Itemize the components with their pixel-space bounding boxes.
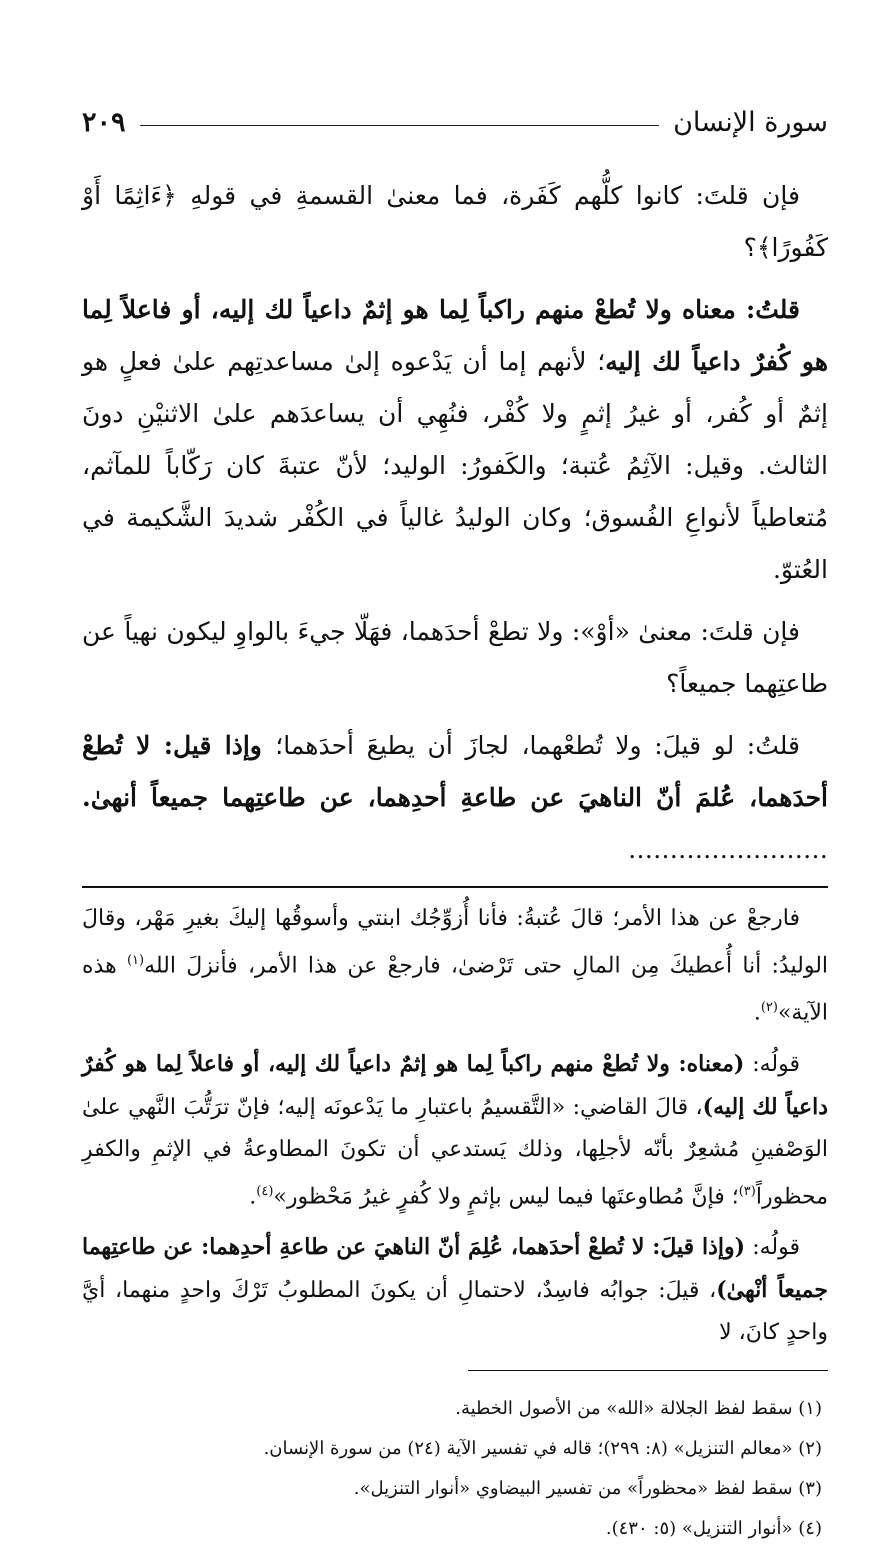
main-paragraph-answer-1 (82, 284, 828, 596)
c2-text: ، قالَ القاضي: «التَّقسيمُ باعتبارِ ما يَدْعونَه إليه؛ فإنّ ترَتُّبَ النَّهي علىٰ الوَصْفينِ مُشعِرٌ بأنّه لأجلِها، وذلك يَستدعي أن تكونَ المطاوعةُ في الإثمِ والكفرِ محظوراً (82, 1094, 828, 1209)
main-paragraph-answer-2 (82, 720, 828, 876)
document-page (82, 100, 828, 1549)
page-number: ٢٠٩ (82, 106, 126, 138)
c2-lead: قولُه: (744, 1051, 800, 1077)
page-header (82, 100, 828, 144)
main-p1-text: فإن قلتَ: كانوا كلُّهم كَفَرة، فما معنىٰ القسمةِ في قولهِ ﴿ءَاثِمًا أَوْ كَفُورًا﴾؟ (82, 181, 828, 262)
commentary-paragraph-3 (82, 1226, 828, 1354)
surah-title: سورة الإنسان (673, 106, 828, 138)
main-paragraph-question-2 (82, 606, 828, 710)
footnote-ref-3[interactable]: (٣) (738, 1183, 756, 1199)
footnote-ref-4[interactable]: (٤) (256, 1183, 274, 1199)
main-text (82, 170, 828, 876)
main-p2-bold: قلتُ: معناه ولا تُطعْ منهم راكباً لِما هو إثمٌ داعياً لك إليه، أو فاعلاً لِما هو كُفرٌ داعياً لك إليه (82, 295, 829, 376)
footnote-3: (٣) سقط لفظ «محظوراً» من تفسير البيضاوي «أنوار التنزيل». (353, 1477, 822, 1499)
footnote-2: (٢) «معالم التنزيل» (٨: ٢٩٩)؛ قاله في تفسير الآية (٢٤) من سورة الإنسان. (263, 1437, 822, 1459)
c3-bold: (وإذا قيلَ: لا تُطعْ أحدَهما، عُلِمَ أنّ الناهيَ عن طاعةِ أحدِهما: عن طاعتِهما جميعاً أنْهىٰ) (82, 1233, 828, 1303)
c3-text: ، قيلَ: جوابُه فاسِدٌ، لاحتمالِ أن يكونَ المطلوبُ تَرْكَ واحدٍ منهما، أيَّ واحدٍ كانَ، لا (82, 1277, 828, 1345)
footnote-ref-2[interactable]: (٢) (760, 1000, 778, 1016)
section-divider (82, 886, 828, 888)
c1-text-2: هذه الآية» (82, 953, 828, 1026)
footnote-ref-1[interactable]: (١) (126, 953, 145, 968)
main-paragraph-question-1 (82, 170, 828, 274)
commentary-paragraph-2 (82, 1043, 828, 1218)
c2-bold: (معناه: ولا تُطعْ منهم راكباً لِما هو إثمٌ داعياً لك إليه، أو فاعلاً لِما هو كُفرٌ داعياً لك إليه) (82, 1050, 828, 1120)
main-p3-text: فإن قلتَ: معنىٰ «أوْ»: ولا تطعْ أحدَهما، فهَلّا جيءَ بالواوِ ليكون نهياً عن طاعتِهما جميعاً؟ (82, 617, 828, 698)
c3-lead: قولُه: (745, 1234, 800, 1260)
main-p4-text: قلتُ: لو قيلَ: ولا تُطعْهما، لجازَ أن يطيعَ أحدَهما؛ (275, 731, 800, 760)
commentary (82, 898, 828, 1354)
footnote-rule (468, 1370, 828, 1371)
main-p4-bold: وإذا قيل: لا تُطعْ أحدَهما، عُلمَ أنّ الناهيَ عن طاعةِ أحدِهما، عن طاعتِهما جميعاً أنهىٰ. (82, 731, 828, 812)
commentary-paragraph-1 (82, 898, 828, 1035)
main-p2-text: ؛ لأنهم إما أن يَدْعوه إلىٰ مساعدتِهم علىٰ فعلٍ هو إثمٌ أو كُفر، أو غيرُ إثمٍ ولا كُفْر، فنُهِي أن يساعدَهم علىٰ الاثنيْنِ دونَ الثالث. وقيل: الآثِمُ عُتبة؛ والكَفورُ: الوليد؛ لأنّ عتبةَ كان رَكّاباً للمآثم، مُتعاطياً لأنواعِ الفُسوق؛ وكان الوليدُ غالياً في الكُفْر شديدَ الشَّكيمة في العُتوّ. (82, 347, 828, 584)
c2-end: . (249, 1183, 257, 1209)
footnotes (82, 1389, 828, 1549)
c1-text: فارجعْ عن هذا الأمر؛ قالَ عُتبةُ: فأنا أُزوِّجُك ابنتي وأسوقُها إليكَ بغيرِ مَهْر، وقالَ الوليدُ: أنا أُعطيكَ مِن المالِ حتى تَرْضىٰ، فارجعْ عن هذا الأمر، فأنزلَ الله (82, 906, 829, 979)
header-rule (140, 125, 660, 126)
footnote-4: (٤) «أنوار التنزيل» (٥: ٤٣٠). (605, 1517, 822, 1539)
c2-text-2: ؛ فإنَّ مُطاوعتَها فيما ليس بإثمٍ ولا كُفرٍ غيرُ مَحْظور» (273, 1183, 739, 1209)
footnote-1: (١) سقط لفظ الجلالة «الله» من الأصول الخطية. (455, 1397, 822, 1419)
c1-end: . (753, 1000, 761, 1026)
